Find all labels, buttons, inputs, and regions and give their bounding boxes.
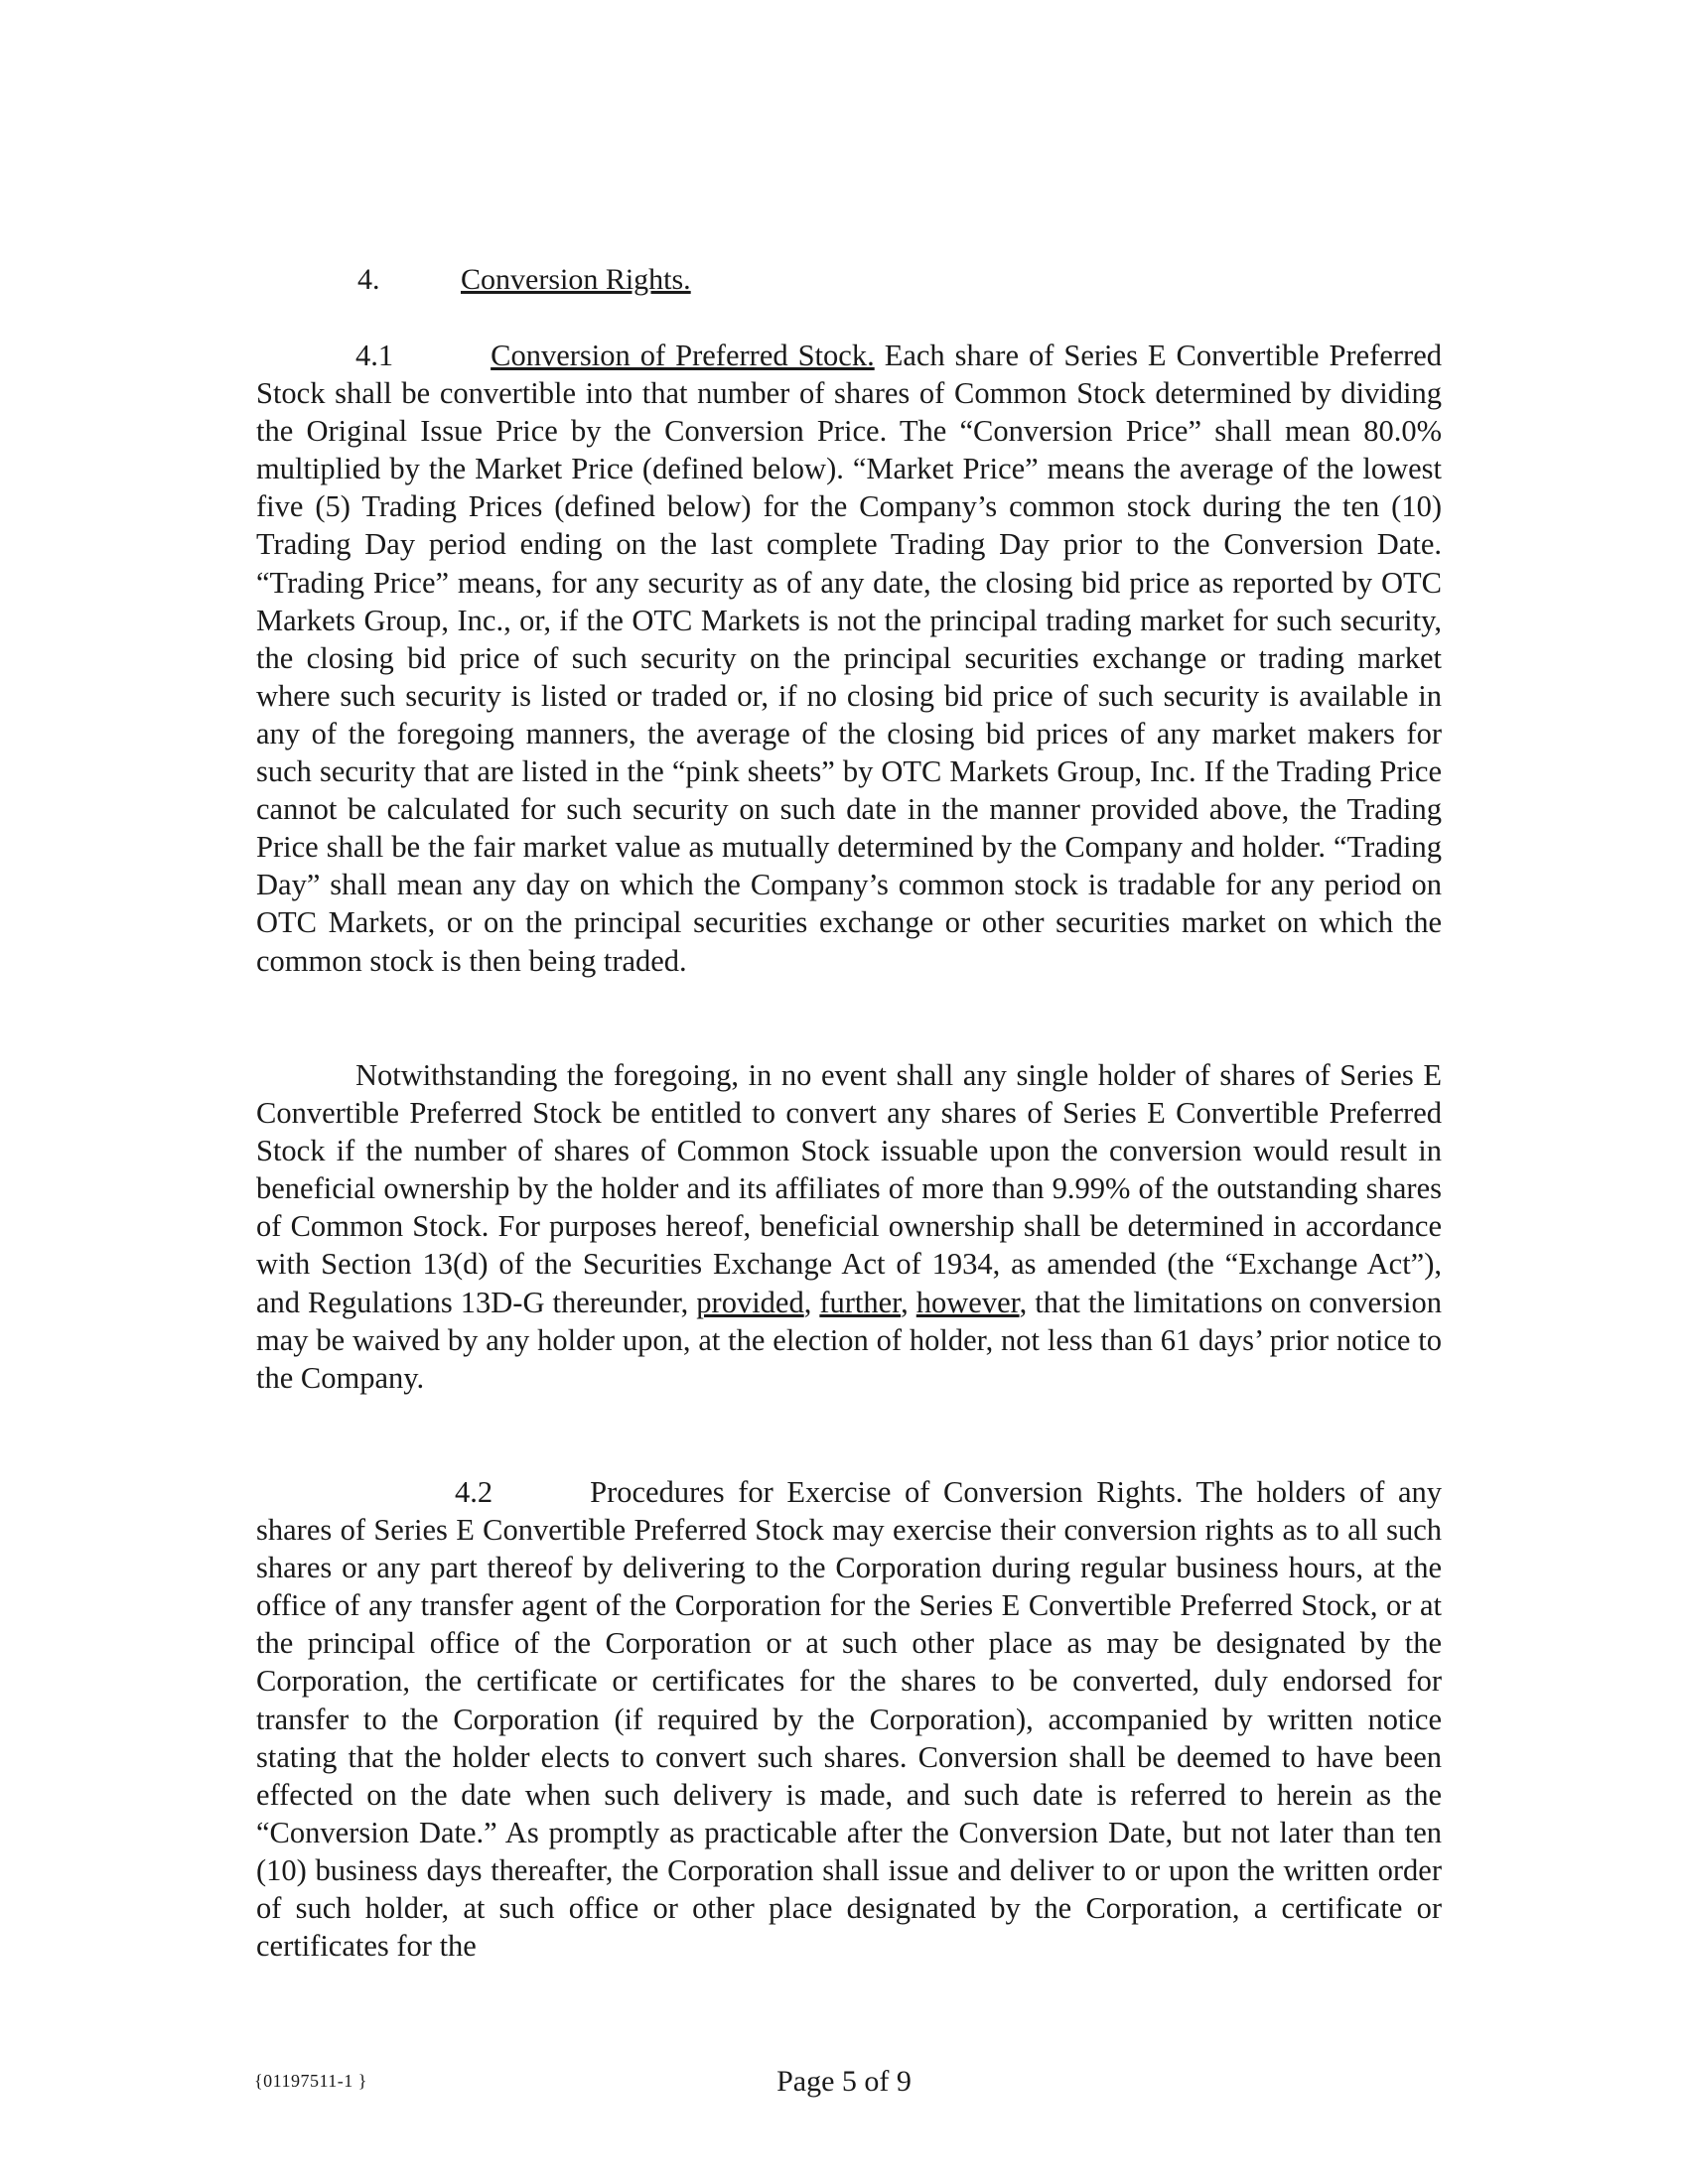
subsection-title-4-1: Conversion of Preferred Stock. [491, 339, 875, 372]
paragraph-4-2 [256, 1473, 1442, 1965]
paragraph-notwithstanding: Notwithstanding the foregoing, in no event shall any single holder of shares of Series E Convertible Preferred Stock be entitled to convert any shares of Series E Convertible Preferred Stock if the number of shares of Common Stock issuable upon the conversion would result in beneficial ownership by the holder and its affiliates of more than 9.99% of the outstanding shares of Common Stock. For purposes hereof, beneficial ownership shall be determined in accordance with Section 13(d) of the Securities Exchange Act of 1934, as amended (the “Exchange Act”), and Regulations 13D-G thereunder, provided, further, however, that the limitations on conversion may be waived by any holder upon, at the election of holder, not less than 61 days’ prior notice to the Company. [256, 1058, 1443, 1395]
notwithstanding-text-b: that the limitations on conversion may be waived by any holder upon, at the election of holder, not less than 61 days’ prior notice to the Company. [256, 1285, 1443, 1395]
section-heading [357, 260, 691, 300]
section-title: Conversion Rights. [461, 263, 691, 296]
provided-term: provided [696, 1285, 804, 1319]
paragraph-4-1 [256, 337, 1442, 980]
subsection-number-4-1: 4.1 [355, 339, 394, 372]
further-term: further [819, 1285, 902, 1319]
paragraph-4-2-text: Procedures for Exercise of Conversion Rights. The holders of any shares of Series E Convertible Preferred Stock may exercise their conversion rights as to all such shares or any part thereof by delivering to the Corporation during regular business hours, at the office of any transfer agent of the Corporation for the Series E Convertible Preferred Stock, or at the principal office of the Corporation or at such other place as may be designated by the Corporation, the certificate or certificates for the shares to be converted, duly endorsed for transfer to the Corporation (if required by the Corporation), accompanied by written notice stating that the holder elects to convert such shares. Conversion shall be deemed to have been effected on the date when such delivery is made, and such date is referred to herein as the “Conversion Date.” As promptly as practicable after the Conversion Date, but not later than ten (10) business days thereafter, the Corporation shall issue and deliver to or upon the written order of such holder, at such office or other place designated by the Corporation, a certificate or certificates for the [256, 1475, 1442, 1964]
notwithstanding-text-a: Notwithstanding the foregoing, in no event shall any single holder of shares of Series E Convertible Preferred Stock be entitled to convert any shares of Series E Convertible Preferred Stock if the number of shares of Common Stock issuable upon the conversion would result in beneficial ownership by the holder and its affiliates of more than 9.99% of the outstanding shares of Common Stock. For purposes hereof, beneficial ownership shall be determined in accordance with Section 13(d) of the Securities Exchange Act of 1934, as amended (the “Exchange Act”), and Regulations 13D-G thereunder, [256, 1058, 1442, 1319]
subsection-number-4-2: 4.2 [455, 1475, 493, 1509]
however-term: however [915, 1285, 1020, 1319]
paragraph-4-1-text: Each share of Series E Convertible Preferred Stock shall be convertible into that number of shares of Common Stock determined by dividing the Original Issue Price by the Conversion Price. The “Conversion Price” shall mean 80.0% multiplied by the Market Price (defined below). “Market Price” means the average of the lowest five (5) Trading Prices (defined below) for the Company’s common stock during the ten (10) Trading Day period ending on the last complete Trading Day prior to the Conversion Date. “Trading Price” means, for any security as of any date, the closing bid price as reported by OTC Markets Group, Inc., or, if the OTC Markets is not the principal trading market for such security, the closing bid price of such security on the principal securities exchange or trading market where such security is listed or traded or, if no closing bid price of such security is available in any of the foregoing manners, the average of the closing bid prices of any market makers for such security that are listed in the “pink sheets” by OTC Markets Group, Inc. If the Trading Price cannot be calculated for such security on such date in the manner provided above, the Trading Price shall be the fair market value as mutually determined by the Company and holder. “Trading Day” shall mean any day on which the Company’s common stock is tradable for any period on OTC Markets, or on the principal securities exchange or other securities market on which the common stock is then being traded. [256, 339, 1442, 978]
section-number: 4. [357, 263, 380, 296]
document-code: {01197511-1 } [254, 2071, 367, 2091]
page-number: Page 5 of 9 [776, 2065, 912, 2098]
